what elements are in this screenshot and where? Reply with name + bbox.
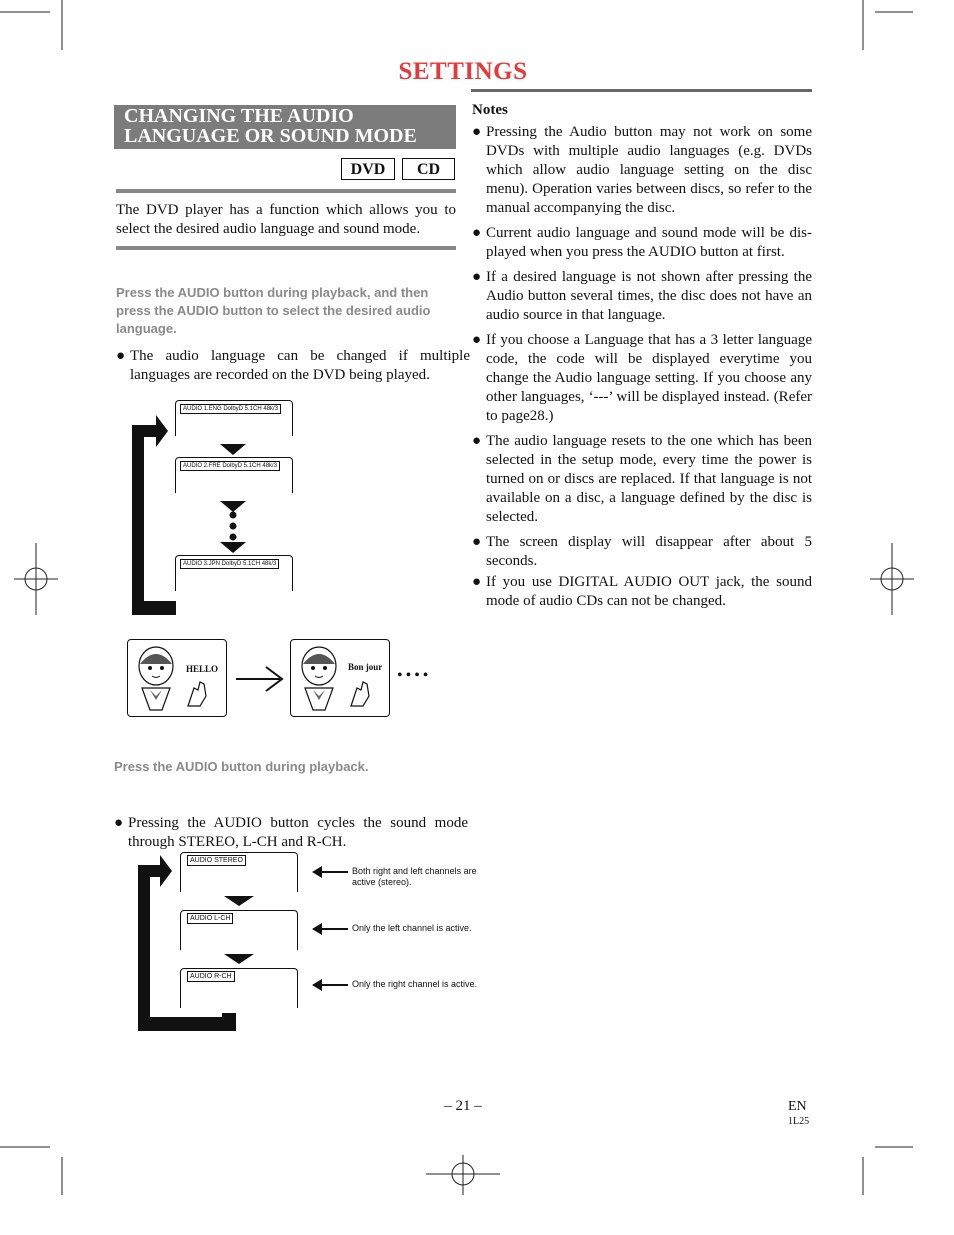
bullet-icon: ● [116, 348, 126, 364]
osd-label: AUDIO R-CH [187, 971, 235, 982]
note-text: The audio language resets to the one which has been selected in the setup mode, every time the power is turned on or discs are replaced. If that language is not available on a disc, a language defined by the disc is selected. [486, 433, 812, 525]
page-title: SETTINGS [398, 58, 528, 85]
language-instruction: Press the AUDIO button during playback, and then press the AUDIO button to select the desired audio language. [116, 285, 431, 336]
language-screen-1 [175, 400, 293, 436]
language-code: EN [788, 1099, 807, 1114]
sound-screen-lch [180, 910, 298, 950]
section-title-line2: LANGUAGE OR SOUND MODE [124, 125, 417, 147]
bullet-icon: ● [472, 269, 482, 285]
language-screen-2 [175, 457, 293, 493]
note-text: If a desired language is not shown after pressing the Audio button several times, the disc does not have an audio source in that language. [486, 269, 812, 323]
girl-icon [128, 640, 226, 716]
girl-icon [291, 640, 389, 716]
note-text: If you use DIGITAL AUDIO OUT jack, the sound mode of audio CDs can not be changed. [486, 574, 812, 609]
section-banner [114, 105, 456, 149]
sound-screen-stereo [180, 852, 298, 892]
notes-title: Notes [472, 102, 508, 118]
note-text: If you choose a Language that has a 3 letter language code, the code will be displayed everytime you change the Audio language setting. If you choose any other languages, ‘---’ will be displayed instead. (Refer to page28.) [486, 332, 812, 424]
language-bullet-text: The audio language can be changed if multiple languages are recorded on the DVD being played. [130, 348, 470, 383]
sound-screen-rch [180, 968, 298, 1008]
osd-label: AUDIO STEREO [187, 855, 246, 866]
bonjour-label: Bon jour [348, 662, 383, 672]
model-code: 1L25 [788, 1116, 810, 1127]
osd-label: AUDIO L-CH [187, 913, 233, 924]
bullet-icon: ● [472, 225, 482, 241]
intro-top-rule [116, 189, 456, 193]
osd-label: AUDIO 1.ENG DolbyD 5.1CH 48k/3 [180, 404, 281, 414]
sound-instruction: Press the AUDIO button during playback. [114, 759, 369, 774]
bullet-icon: ● [114, 815, 124, 831]
language-screen-3 [175, 555, 293, 591]
stereo-description: Both right and left channels are active (stereo). [352, 866, 477, 887]
osd-label: AUDIO 2.FRE DolbyD 5.1CH 48k/3 [180, 461, 280, 471]
hello-label: HELLO [186, 664, 219, 674]
note-item [472, 533, 812, 571]
bullet-icon: ● [472, 433, 482, 449]
page-number: – 21 – [444, 1098, 482, 1114]
osd-label: AUDIO 3.JPN DolbyD 5.1CH 48k/3 [180, 559, 279, 569]
notes-list [472, 123, 812, 617]
note-item [472, 224, 812, 262]
bullet-icon: ● [472, 574, 482, 590]
sound-bullet-text: Pressing the AUDIO button cycles the sound mode through STEREO, L-CH and R-CH. [128, 815, 468, 850]
intro-bottom-rule [116, 246, 456, 250]
girl-panel-hello [127, 639, 227, 717]
bullet-icon: ● [472, 534, 482, 550]
girl-panel-bonjour [290, 639, 390, 717]
title-rule [471, 89, 812, 92]
intro-text: The DVD player has a function which allows you to select the desired audio language and sound mode. [116, 202, 456, 237]
dvd-badge: DVD [341, 158, 395, 180]
section-title-line1: CHANGING THE AUDIO [124, 105, 354, 127]
note-text: Current audio language and sound mode will be dis-played when you press the AUDIO button at first. [486, 225, 812, 260]
bullet-icon: ● [472, 332, 482, 348]
rch-description: Only the right channel is active. [352, 979, 478, 989]
note-item [472, 331, 812, 426]
note-item [472, 123, 812, 218]
note-item [472, 573, 812, 611]
note-item [472, 432, 812, 527]
cd-badge: CD [402, 158, 455, 180]
ellipsis-icon: •••• [397, 667, 432, 684]
bullet-icon: ● [472, 124, 482, 140]
lch-description: Only the left channel is active. [352, 923, 472, 933]
note-item [472, 268, 812, 325]
language-bullet [116, 347, 470, 385]
note-text: The screen display will disappear after about 5 seconds. [486, 534, 812, 569]
sound-bullet [114, 814, 468, 852]
right-arrow-icon [234, 664, 286, 694]
note-text: Pressing the Audio button may not work on some DVDs with multiple audio languages (e.g. DVDs which allow audio language setting on the disc menu). Operation varies between discs, so refer to the manual accompanying the disc. [486, 124, 812, 216]
